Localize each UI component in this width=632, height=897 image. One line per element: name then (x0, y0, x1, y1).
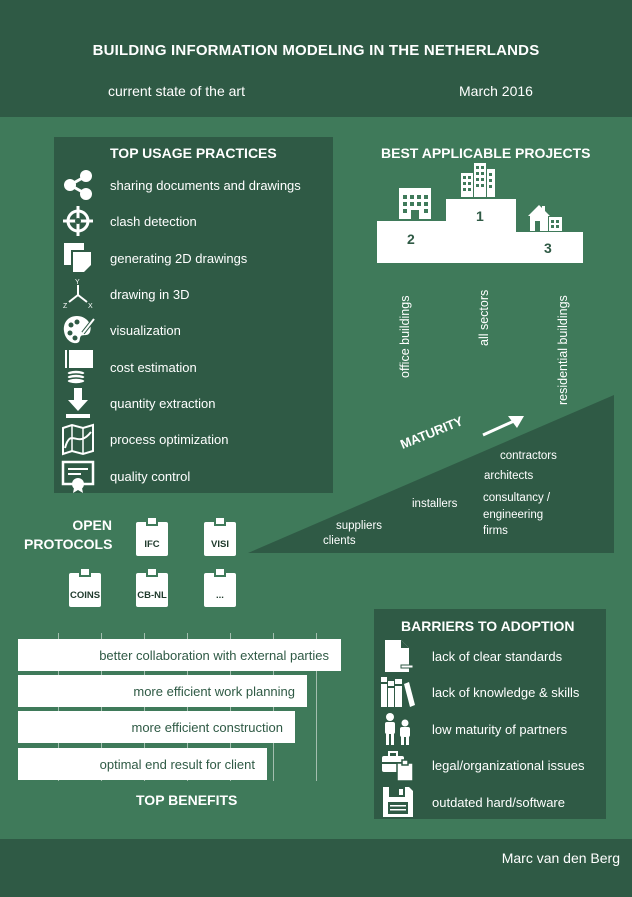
barriers-title: BARRIERS TO ADOPTION (401, 618, 575, 634)
project-label: office buildings (398, 295, 412, 378)
subtitle: current state of the art (108, 83, 245, 99)
benefit-bar (18, 675, 307, 707)
protocol-label: CB-NL (137, 590, 167, 601)
people-icon (380, 712, 416, 746)
protocol-label: COINS (69, 590, 101, 601)
briefcase-clipboard-icon (380, 748, 416, 782)
barrier-label: legal/organizational issues (432, 757, 585, 773)
floppy-disk-icon (380, 785, 416, 819)
project-label: residential buildings (556, 295, 570, 405)
usage-item-label: generating 2D drawings (110, 250, 248, 266)
clipboard-clip-icon (146, 516, 158, 526)
usage-item-label: quantity extraction (110, 395, 216, 411)
barrier-item (380, 785, 565, 819)
podium-rank: 1 (476, 208, 484, 224)
podium-rank: 2 (407, 231, 415, 247)
protocols-title (24, 516, 112, 554)
protocol-clipboard (136, 516, 168, 556)
benefit-bar (18, 639, 341, 671)
maturity-group: contractors (500, 450, 557, 462)
clipboard-clip-icon (214, 516, 226, 526)
maturity-group: consultancy / (483, 492, 551, 504)
barrier-item (380, 748, 584, 782)
benefits-title: TOP BENEFITS (136, 792, 238, 808)
podium-rank: 3 (544, 240, 552, 256)
usage-item-label: sharing documents and drawings (110, 177, 301, 193)
protocol-label: IFC (144, 539, 160, 550)
barrier-label: lack of knowledge & skills (432, 684, 580, 700)
barrier-item (380, 639, 562, 673)
barrier-label: outdated hard/software (432, 794, 565, 810)
protocol-label: ... (216, 590, 224, 601)
maturity-group: suppliers (336, 520, 383, 532)
clipboard-clip-icon (214, 567, 226, 577)
usage-item-label: visualization (110, 322, 181, 338)
projects-title: BEST APPLICABLE PROJECTS (381, 145, 591, 161)
maturity-group: clients (323, 535, 356, 547)
barrier-item (380, 675, 579, 709)
maturity-group: architects (484, 470, 534, 482)
benefit-label: more efficient work planning (133, 683, 295, 699)
books-icon (380, 675, 416, 709)
protocols-title-line: PROTOCOLS (24, 536, 113, 552)
page-title: BUILDING INFORMATION MODELING IN THE NETHERLANDS (92, 42, 540, 59)
barrier-item (380, 712, 567, 746)
benefit-label: better collaboration with external parties (99, 647, 329, 663)
svg-text:Y: Y (75, 279, 80, 286)
benefit-label: optimal end result for client (99, 756, 255, 772)
usage-title: TOP USAGE PRACTICES (110, 145, 277, 161)
benefit-bar (18, 748, 267, 780)
barrier-label: low maturity of partners (432, 721, 568, 737)
maturity-group: firms (483, 525, 508, 537)
date-label: March 2016 (459, 83, 533, 99)
usage-item-label: process optimization (110, 431, 229, 447)
benefit-bar (18, 711, 295, 743)
maturity-title: MATURITY (398, 413, 466, 452)
author-name: Marc van den Berg (501, 850, 620, 866)
usage-item-label: drawing in 3D (110, 286, 190, 302)
protocol-clipboard (204, 516, 236, 556)
usage-item-label: quality control (110, 468, 191, 484)
protocol-clipboard (204, 567, 236, 607)
protocol-clipboard (136, 567, 168, 607)
protocol-clipboard (69, 567, 101, 607)
clipboard-clip-icon (79, 567, 91, 577)
usage-item-label: cost estimation (110, 359, 197, 375)
clipboard-clip-icon (146, 567, 158, 577)
document-icon (380, 639, 416, 673)
maturity-group: installers (412, 498, 458, 510)
protocols-title-line: OPEN (72, 517, 112, 533)
svg-text:Z: Z (63, 303, 68, 310)
usage-item-label: clash detection (110, 213, 197, 229)
footer (0, 839, 632, 897)
svg-text:X: X (88, 303, 93, 310)
barriers-panel (374, 609, 606, 819)
barrier-label: lack of clear standards (432, 648, 563, 664)
protocol-label: VISI (211, 539, 229, 550)
maturity-arrow-icon (480, 413, 526, 444)
benefit-label: more efficient construction (131, 719, 283, 735)
maturity-group: engineering (483, 509, 544, 521)
project-label: all sectors (477, 289, 491, 346)
